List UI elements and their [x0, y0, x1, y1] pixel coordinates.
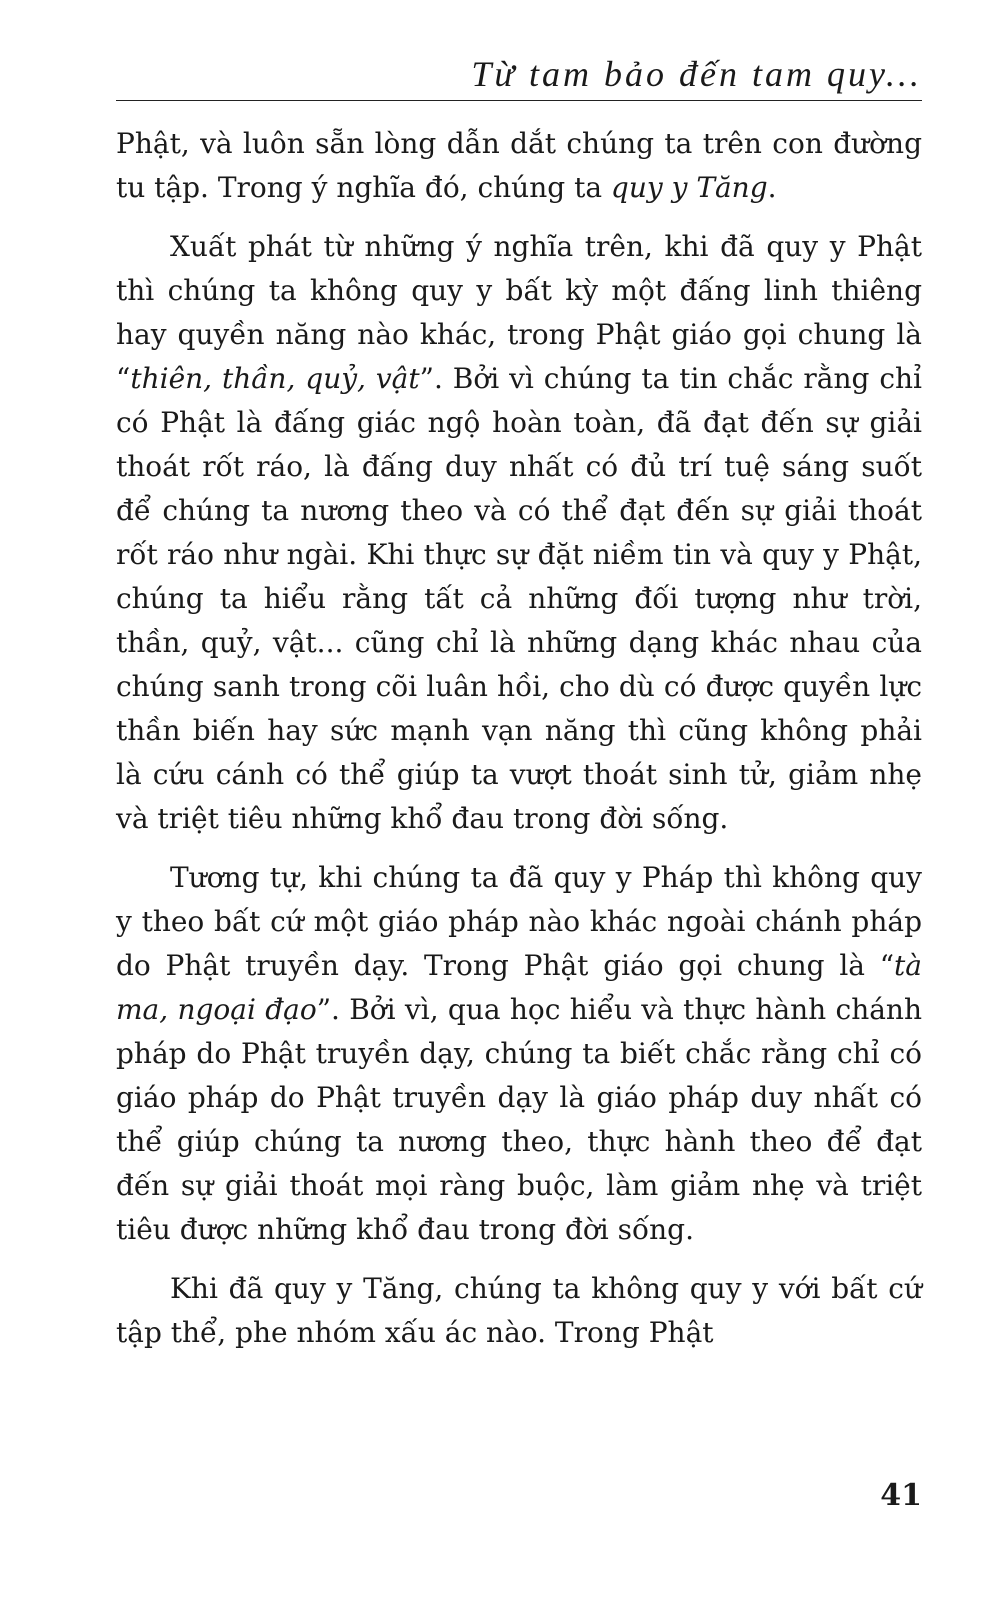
emphasis-text: quy y Tăng	[610, 171, 768, 204]
paragraph-text: Xuất phát từ những ý nghĩa trên, khi đã quy y Phật thì chúng ta không quy y bất kỳ một đấng linh thiêng hay quyền năng nào khác, trong Phật giáo gọi chung là “	[116, 230, 922, 395]
paragraph	[116, 225, 922, 841]
page-body	[116, 122, 922, 1370]
paragraph	[116, 122, 922, 210]
running-header	[116, 52, 922, 101]
paragraph-text: Khi đã quy y Tăng, chúng ta không quy y với bất cứ tập thể, phe nhóm xấu ác nào. Trong Phật	[116, 1272, 922, 1349]
page-number: 41	[880, 1478, 922, 1513]
paragraph-text: .	[767, 171, 777, 204]
emphasis-text: tà ma, ngoại đạo	[116, 949, 922, 1026]
paragraph-text: ”. Bởi vì chúng ta tin chắc rằng chỉ có Phật là đấng giác ngộ hoàn toàn, đã đạt đến sự giải thoát rốt ráo, là đấng duy nhất có đủ trí tuệ sáng suốt để chúng ta nương theo và có thể đạt đến sự giải thoát rốt ráo như ngài. Khi thực sự đặt niềm tin và quy y Phật, chúng ta hiểu rằng tất cả những đối tượng như trời, thần, quỷ, vật... cũng chỉ là những dạng khác nhau của chúng sanh trong cõi luân hồi, cho dù có được quyền lực thần biến hay sức mạnh vạn năng thì cũng không phải là cứu cánh có thể giúp ta vượt thoát sinh tử, giảm nhẹ và triệt tiêu những khổ đau trong đời sống.	[116, 362, 923, 835]
paragraph	[116, 1267, 922, 1355]
paragraph	[116, 856, 922, 1252]
running-title: Từ tam bảo đến tam quy...	[471, 54, 922, 94]
paragraph-text: Phật, và luôn sẵn lòng dẫn dắt chúng ta trên con đường tu tập. Trong ý nghĩa đó, chúng ta	[116, 127, 922, 204]
paragraph-text: Tương tự, khi chúng ta đã quy y Pháp thì không quy y theo bất cứ một giáo pháp nào khác ngoài chánh pháp do Phật truyền dạy. Trong Phật giáo gọi chung là “	[116, 861, 922, 982]
paragraph-text: ”. Bởi vì, qua học hiểu và thực hành chánh pháp do Phật truyền dạy, chúng ta biết chắc rằng chỉ có giáo pháp do Phật truyền dạy là giáo pháp duy nhất có thể giúp chúng ta nương theo, thực hành theo để đạt đến sự giải thoát mọi ràng buộc, làm giảm nhẹ và triệt tiêu được những khổ đau trong đời sống.	[116, 993, 922, 1246]
emphasis-text: thiên, thần, quỷ, vật	[130, 362, 420, 395]
